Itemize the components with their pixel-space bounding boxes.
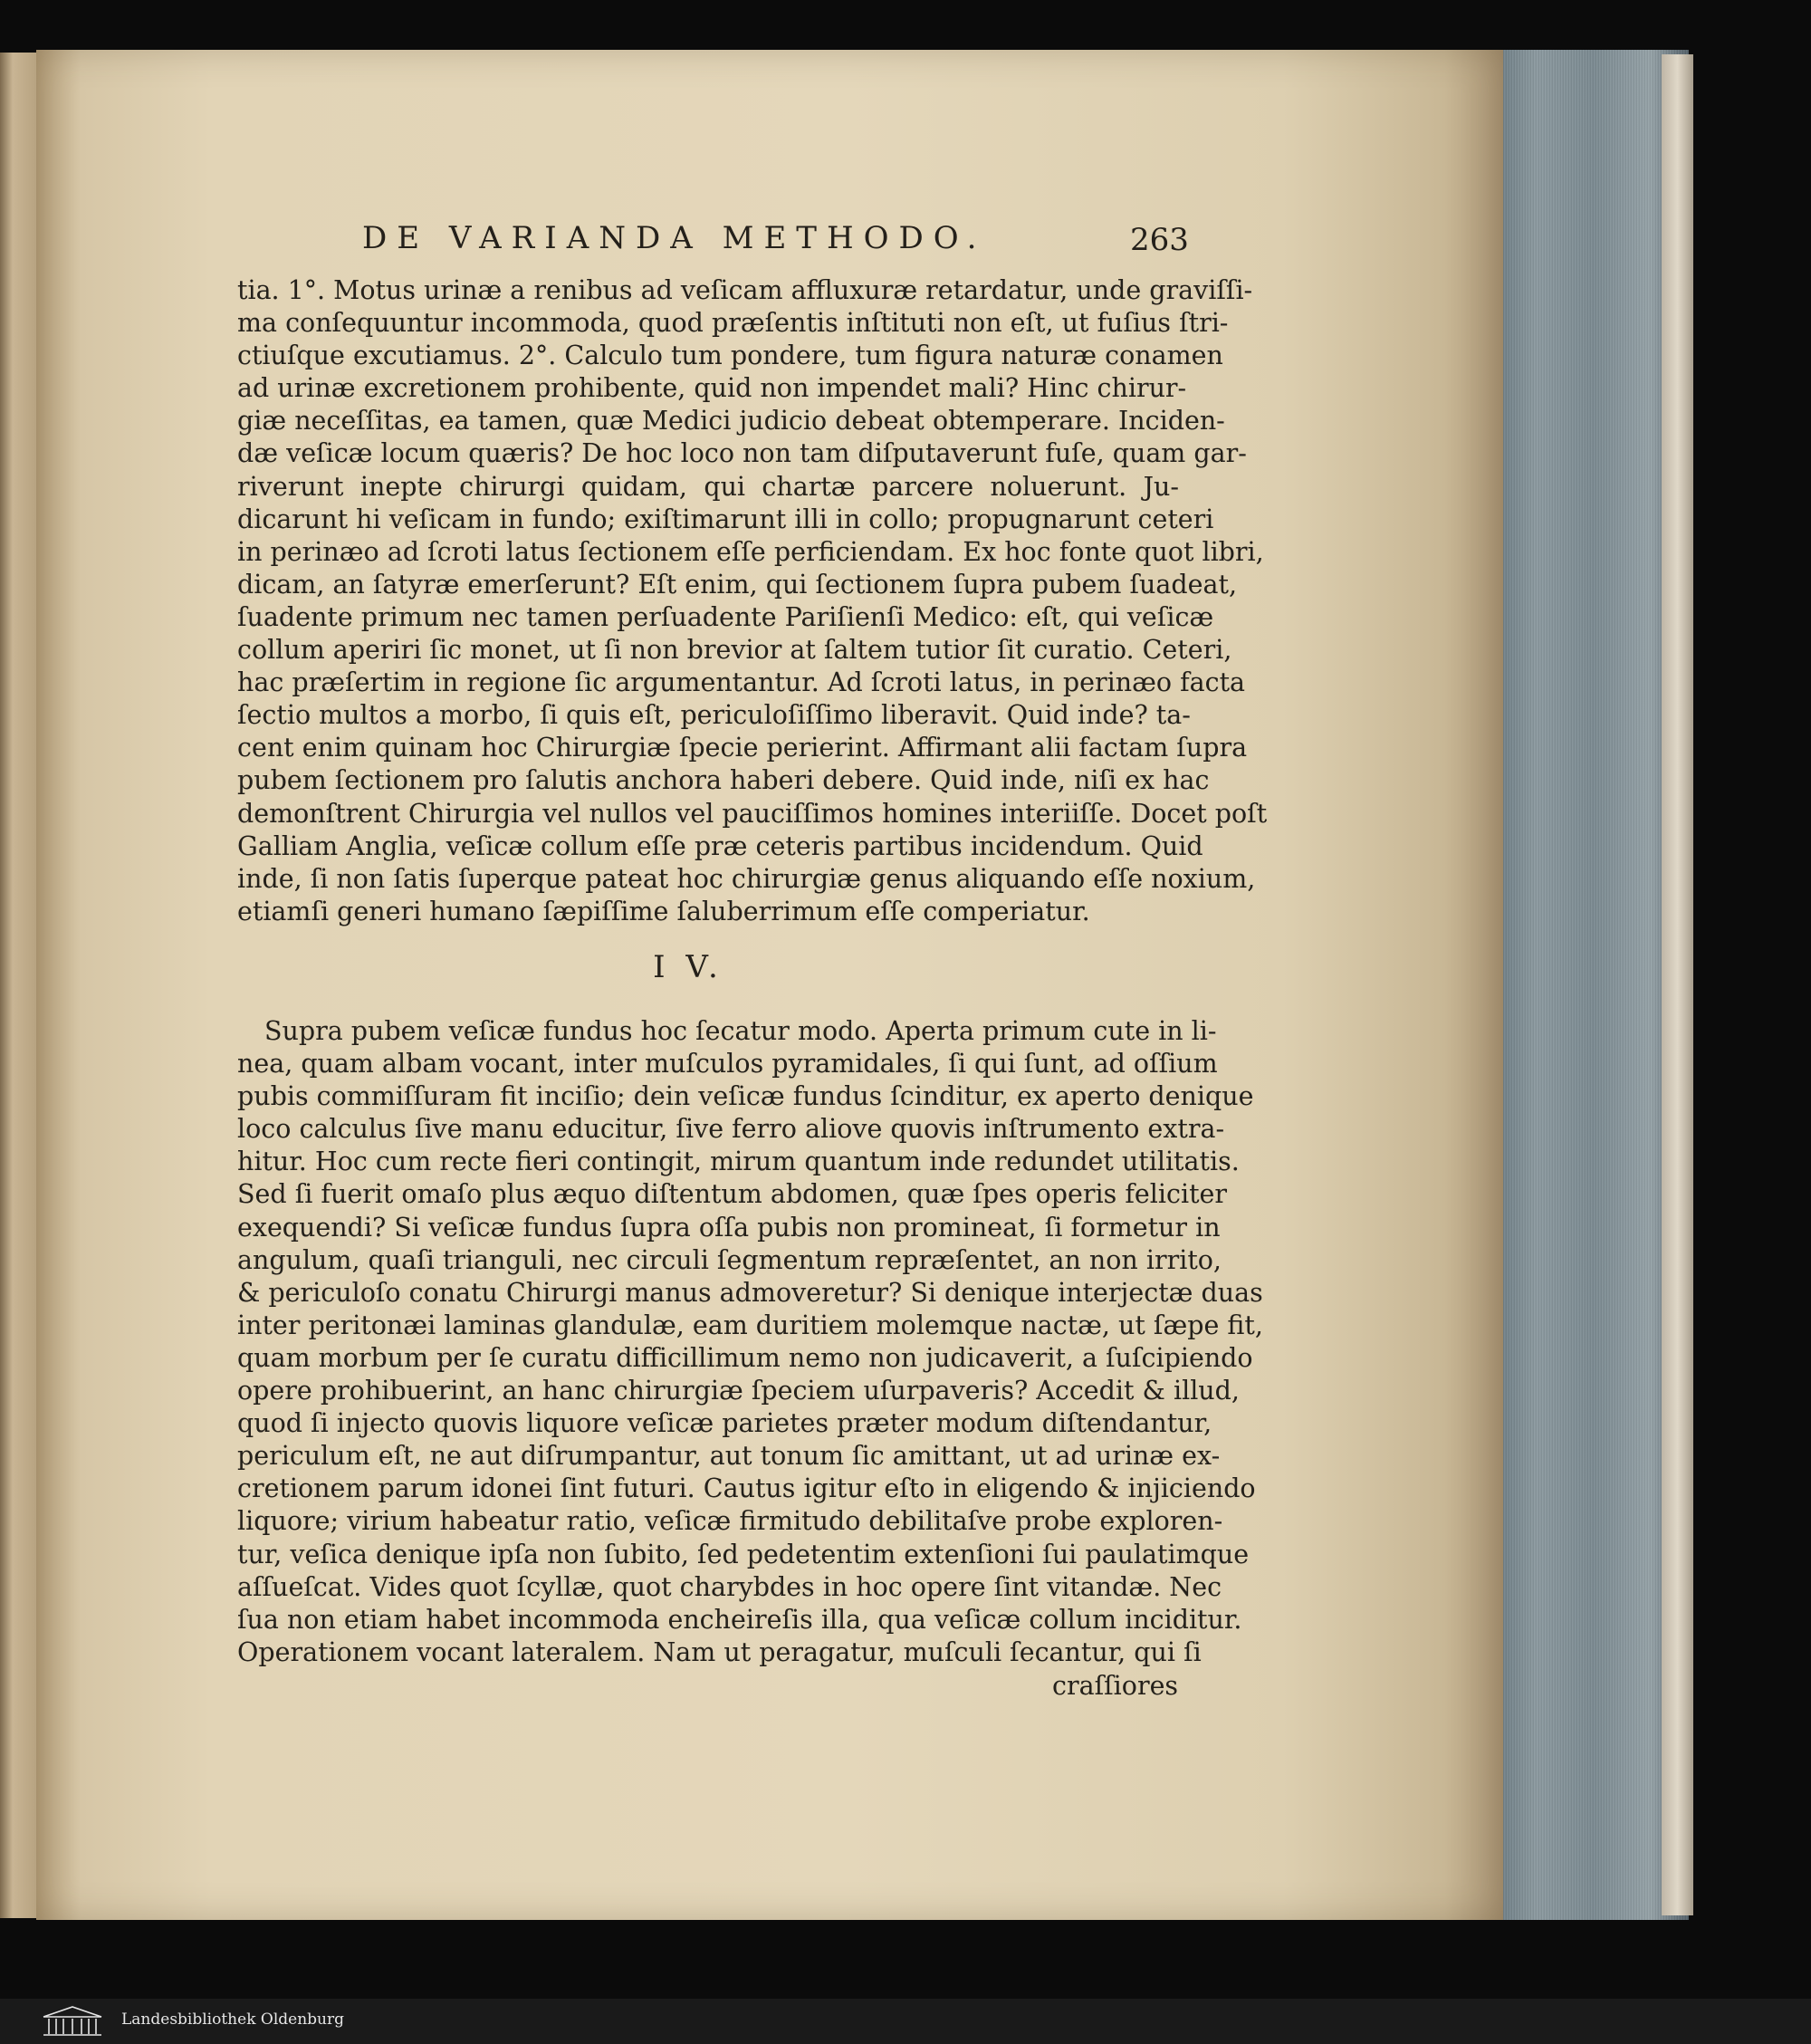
text-line: quod ſi injecto quovis liquore veſicæ parietes præter modum diſtendantur, — [237, 1408, 1212, 1439]
text-line: Supra pubem veſicæ fundus hoc ſecatur modo. Aperta primum cute in li- — [264, 1016, 1217, 1046]
library-building-icon — [40, 2004, 105, 2039]
text-line: liquore; virium habeatur ratio, veſicæ firmitudo debilitaſve probe exploren- — [237, 1506, 1223, 1537]
text-line: riverunt inepte chirurgi quidam, qui chartæ parcere noluerunt. Ju- — [237, 471, 1179, 502]
cover-edge — [1662, 54, 1693, 1915]
text-line: loco calculus ſive manu educitur, ſive ferro aliove quovis inſtrumento extra- — [237, 1114, 1225, 1145]
text-line: dæ veſicæ locum quæris? De hoc loco non tam diſputaverunt fuſe, quam gar- — [237, 438, 1247, 469]
text-line: dicam, an ſatyræ emerſerunt? Eſt enim, qui ſectionem ſupra pubem ſuadeat, — [237, 569, 1237, 600]
text-line: inde, ſi non ſatis ſuperque pateat hoc chirurgiæ genus aliquando eſſe noxium, — [237, 863, 1256, 894]
text-line: angulum, quaſi trianguli, nec circuli ſegmentum repræſentet, an non irrito, — [237, 1244, 1222, 1275]
book-page — [36, 50, 1503, 1920]
text-line: ſua non etiam habet incommoda encheireſis illa, qua veſicæ collum inciditur. — [237, 1604, 1242, 1635]
text-line: opere prohibuerint, an hanc chirurgiæ ſpeciem uſurpaveris? Accedit & illud, — [237, 1376, 1240, 1406]
text-line: ad urinæ excretionem prohibente, quid non impendet mali? Hinc chirur- — [237, 373, 1187, 404]
text-line: nea, quam albam vocant, inter muſculos pyramidales, ſi qui ſunt, ad oſſium — [237, 1049, 1218, 1080]
page-edges — [1499, 50, 1689, 1920]
text-line: ſectio multos a morbo, ſi quis eſt, periculoſiſſimo liberavit. Quid inde? ta- — [237, 700, 1191, 731]
text-line: Sed ſi fuerit omaſo plus æquo diſtentum abdomen, quæ ſpes operis feliciter — [237, 1179, 1228, 1210]
paragraph-2 — [237, 1015, 1263, 1669]
text-line: & periculoſo conatu Chirurgi manus admoveretur? Si denique interjectæ duas — [237, 1277, 1263, 1308]
text-line: giæ neceſſitas, ea tamen, quæ Medici judicio debeat obtemperare. Inciden- — [237, 406, 1225, 437]
text-line: quam morbum per ſe curatu difficillimum nemo non judicaverit, a ſuſcipiendo — [237, 1342, 1253, 1373]
catchword: craſſiores — [1052, 1671, 1179, 1701]
text-line: exequendi? Si veſicæ fundus ſupra oſſa pubis non promineat, ſi formetur in — [237, 1212, 1221, 1243]
text-line: hac præſertim in regione ſic argumentantur. Ad ſcroti latus, in perinæo facta — [237, 667, 1246, 698]
text-line: etiamſi generi humano ſæpiſſime ſaluberrimum eſſe comperiatur. — [237, 896, 1090, 926]
text-line: ma conſequuntur incommoda, quod præſentis inſtituti non eſt, ut fuſius ſtri- — [237, 308, 1229, 339]
running-head: DE VARIANDA METHODO. — [362, 220, 987, 256]
text-line: cretionem parum idonei ſint futuri. Cautus igitur eſto in eligendo & injiciendo — [237, 1473, 1256, 1504]
text-line: pubem ſectionem pro ſalutis anchora haberi debere. Quid inde, niſi ex hac — [237, 765, 1210, 796]
text-line: cent enim quinam hoc Chirurgiæ ſpecie perierint. Affirmant alii factam ſupra — [237, 733, 1248, 763]
footer-bar — [0, 1999, 1811, 2044]
paragraph-1 — [237, 274, 1268, 928]
text-line: hitur. Hoc cum recte fieri contingit, mirum quantum inde redundet utilitatis. — [237, 1147, 1240, 1177]
text-line: demonſtrent Chirurgia vel nullos vel pauciſſimos homines interiiſſe. Docet poſt — [237, 798, 1268, 829]
text-line: periculum eſt, ne aut diſrumpantur, aut tonum ſic amittant, ut ad urinæ ex- — [237, 1441, 1221, 1472]
text-line: dicarunt hi veſicam in fundo; exiſtimarunt illi in collo; propugnarunt ceteri — [237, 504, 1214, 534]
text-line: Operationem vocant lateralem. Nam ut peragatur, muſculi ſecantur, qui ſi — [237, 1636, 1202, 1667]
text-line: tur, veſica denique ipſa non ſubito, ſed pedetentim extenſioni ſui paulatimque — [237, 1539, 1250, 1569]
library-name: Landesbibliothek Oldenburg — [121, 2010, 345, 2029]
text-line: pubis commiſſuram fit inciſio; dein veſicæ fundus ſcinditur, ex aperto denique — [237, 1081, 1254, 1112]
page-number: 263 — [1130, 222, 1189, 258]
text-line: in perinæo ad ſcroti latus ſectionem eſſe perficiendam. Ex hoc fonte quot libri, — [237, 536, 1264, 567]
text-line: aſſueſcat. Vides quot ſcyllæ, quot charybdes in hoc opere ſint vitandæ. Nec — [237, 1571, 1222, 1602]
text-line: tia. 1°. Motus urinæ a renibus ad veſicam affluxuræ retardatur, unde graviſſi- — [237, 275, 1253, 305]
text-line: Galliam Anglia, veſicæ collum eſſe præ ceteris partibus incidendum. Quid — [237, 830, 1203, 861]
text-line: collum aperiri ſic monet, ut ſi non brevior at ſaltem tutior ſit curatio. Ceteri, — [237, 635, 1232, 666]
text-line: ſuadente primum nec tamen perſuadente Pariſienſi Medico: eſt, qui veſicæ — [237, 601, 1214, 632]
left-page-edge — [0, 53, 36, 1918]
text-line: inter peritonæi laminas glandulæ, eam duritiem molemque nactæ, ut ſæpe fit, — [237, 1310, 1263, 1340]
text-line: ctiuſque excutiamus. 2°. Calculo tum pondere, tum figura naturæ conamen — [237, 341, 1223, 371]
section-heading: I V. — [653, 949, 723, 985]
